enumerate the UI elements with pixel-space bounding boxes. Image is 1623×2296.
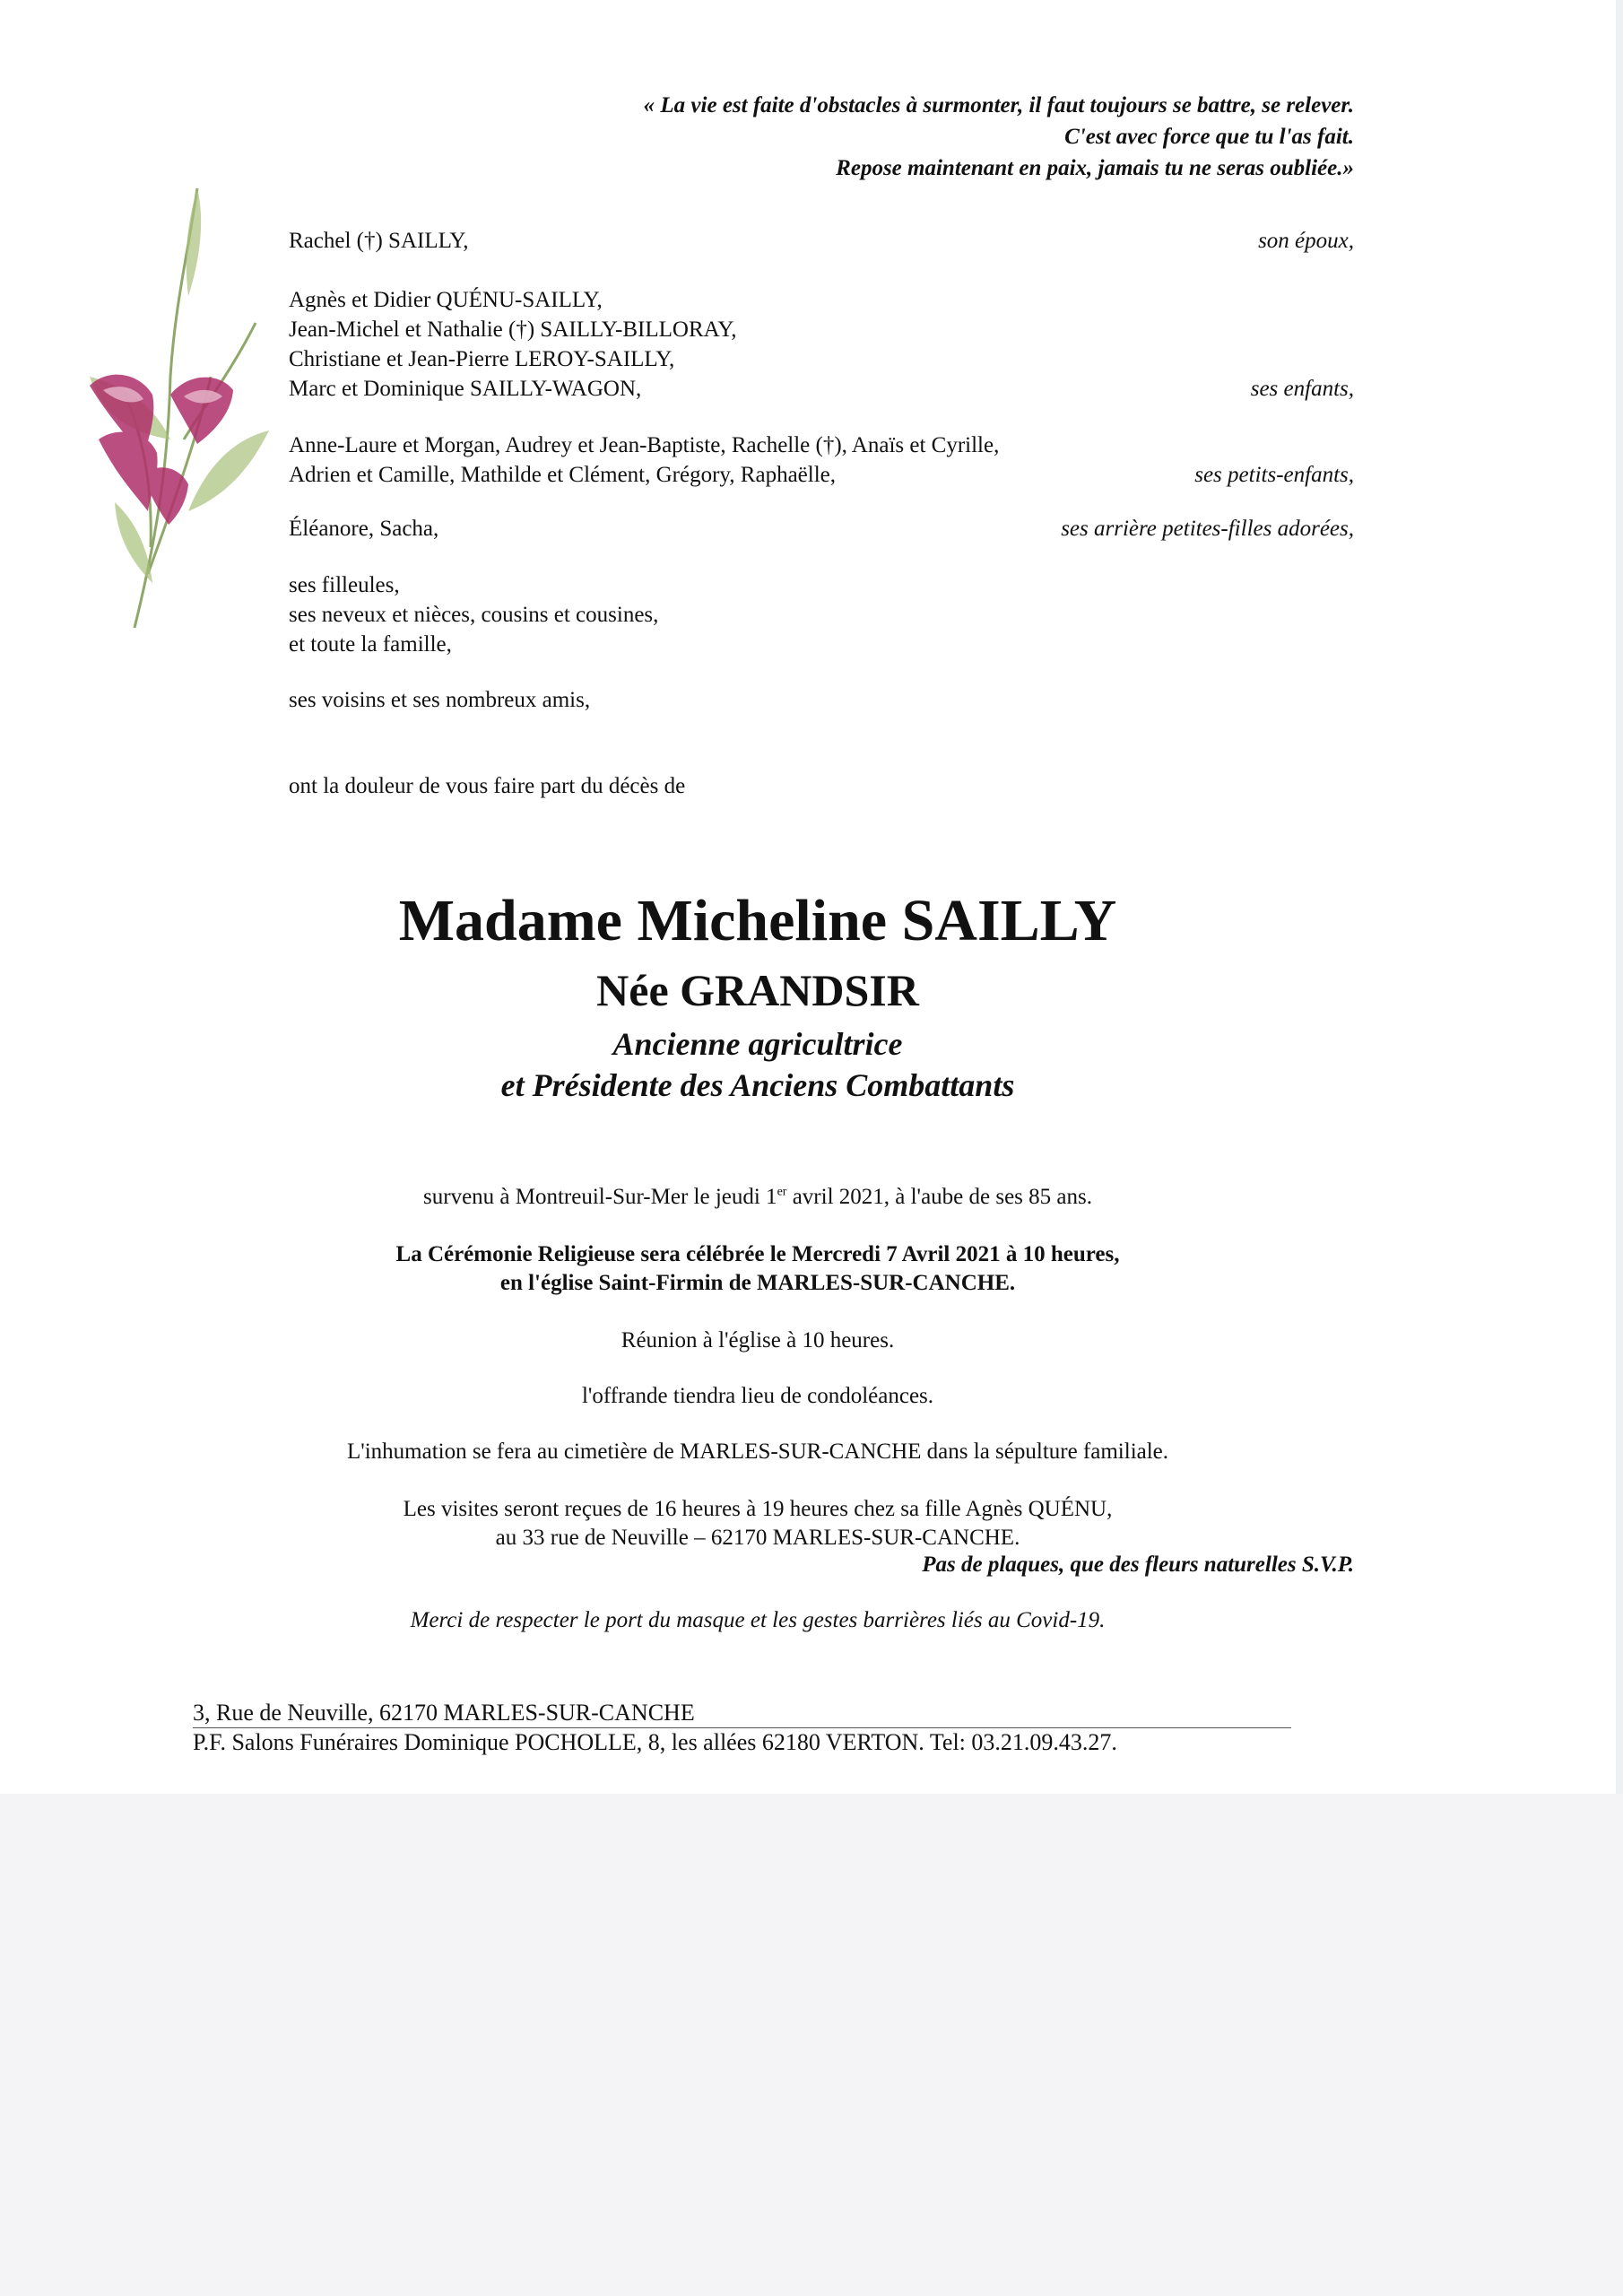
offering-info: l'offrande tiendra lieu de condoléances. [581, 1384, 934, 1408]
meeting-info: Réunion à l'église à 10 heures. [621, 1328, 895, 1352]
epigraph-line: Repose maintenant en paix, jamais tu ne seras oubliée.» [836, 156, 1354, 180]
relatives-line: et toute la famille, [289, 632, 452, 657]
death-ordinal: er [777, 1185, 787, 1199]
children-line: Christiane et Jean-Pierre LEROY-SAILLY, [289, 347, 675, 371]
announcement-text: ont la douleur de vous faire part du décès de [289, 774, 686, 798]
spouse-name: Rachel (†) SAILLY, [289, 229, 469, 253]
great-grandchildren-names: Éléanore, Sacha, [289, 517, 439, 541]
epigraph-line: C'est avec force que tu l'as fait. [1064, 125, 1354, 149]
children-role: ses enfants, [1250, 377, 1354, 401]
death-text: survenu à Montreuil-Sur-Mer le jeudi 1 [423, 1185, 777, 1209]
scan-edge [1616, 0, 1623, 1794]
grandchildren-line: Adrien et Camille, Mathilde et Clément, Grégory, Raphaëlle, [289, 463, 836, 487]
visits-line: au 33 rue de Neuville – 62170 MARLES-SUR-CANCHE. [495, 1526, 1020, 1550]
ceremony-line: en l'église Saint-Firmin de MARLES-SUR-CANCHE. [499, 1271, 1016, 1295]
scan-background [0, 1794, 1623, 2296]
flowers-note: Pas de plaques, que des fleurs naturelles S.V.P. [922, 1552, 1354, 1577]
deceased-title-2: et Présidente des Anciens Combattants [500, 1067, 1015, 1103]
relatives-line: ses filleules, [289, 573, 400, 597]
relatives-line: ses neveux et nièces, cousins et cousines, [289, 603, 659, 627]
grandchildren-line: Anne-Laure et Morgan, Audrey et Jean-Baptiste, Rachelle (†), Anaïs et Cyrille, [289, 433, 1000, 457]
footer-funeral-home: P.F. Salons Funéraires Dominique POCHOLLE, 8, les allées 62180 VERTON. Tel: 03.21.09.43.27. [193, 1729, 1117, 1755]
footer-address: 3, Rue de Neuville, 62170 MARLES-SUR-CANCHE [193, 1700, 695, 1726]
children-line: Marc et Dominique SAILLY-WAGON, [289, 377, 642, 401]
epigraph-quote [502, 90, 1354, 184]
spouse-role: son époux, [1258, 229, 1354, 253]
covid-note: Merci de respecter le port du masque et les gestes barrières liés au Covid-19. [410, 1608, 1106, 1632]
epigraph-line: « La vie est faite d'obstacles à surmonter, il faut toujours se battre, se relever. [643, 93, 1354, 117]
death-text-rest: avril 2021, à l'aube de ses 85 ans. [786, 1185, 1092, 1209]
children-line: Agnès et Didier QUÉNU-SAILLY, [289, 288, 603, 312]
deceased-title-1: Ancienne agricultrice [612, 1026, 903, 1062]
deceased-name: Madame Micheline SAILLY [398, 888, 1117, 953]
ceremony-line: La Cérémonie Religieuse sera célébrée le Mercredi 7 Avril 2021 à 10 heures, [395, 1242, 1120, 1266]
great-grandchildren-role: ses arrière petites-filles adorées, [1061, 517, 1354, 541]
visits-line: Les visites seront reçues de 16 heures à 19 heures chez sa fille Agnès QUÉNU, [403, 1497, 1113, 1521]
grandchildren-role: ses petits-enfants, [1194, 463, 1354, 487]
deceased-maiden-name: Née GRANDSIR [596, 965, 919, 1015]
calla-lily-illustration [63, 170, 278, 637]
burial-info: L'inhumation se fera au cimetière de MARLES-SUR-CANCHE dans la sépulture familiale. [346, 1439, 1169, 1464]
death-notice [0, 1182, 1515, 1212]
friends-line: ses voisins et ses nombreux amis, [289, 688, 591, 712]
children-line: Jean-Michel et Nathalie (†) SAILLY-BILLORAY, [289, 317, 737, 342]
